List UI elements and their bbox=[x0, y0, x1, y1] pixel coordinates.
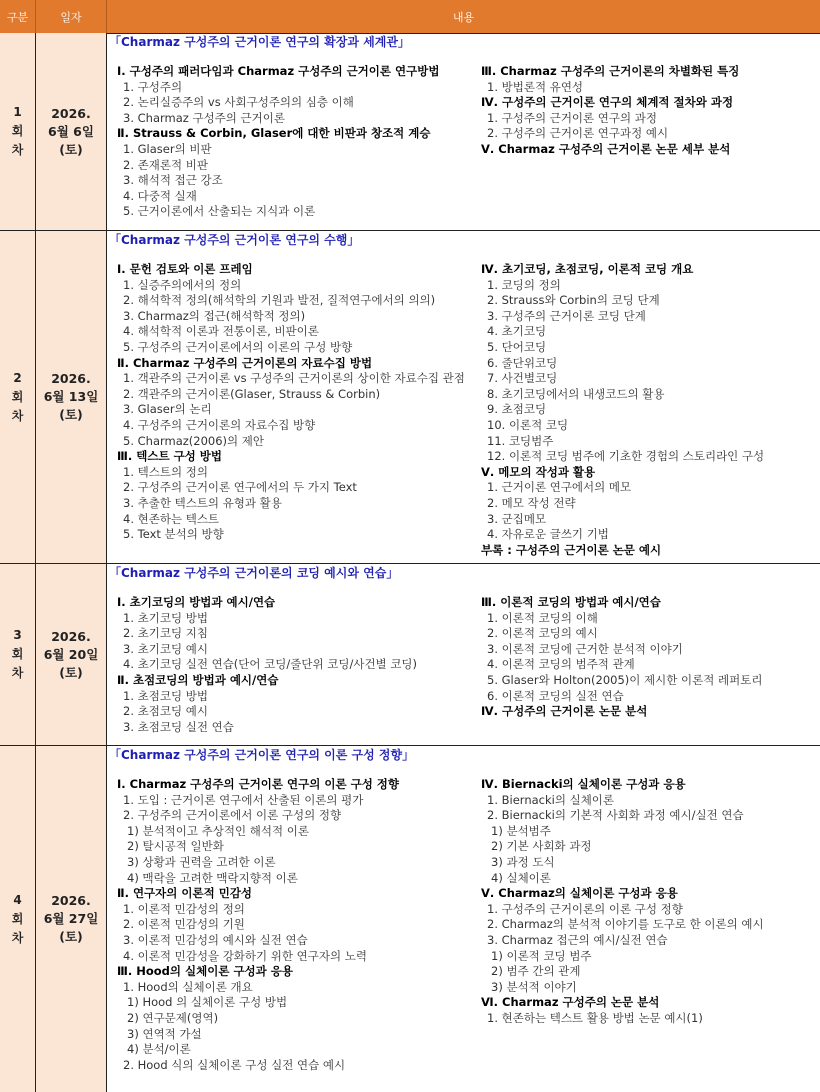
outline-section-heading: Ⅴ. 메모의 작성과 활용 bbox=[481, 464, 596, 479]
outline-section-heading: Ⅳ. 구성주의 근거이론 논문 분석 bbox=[481, 704, 648, 719]
session-number-cell bbox=[0, 746, 36, 1092]
outline-section-heading: Ⅱ. Charmaz 구성주의 근거이론의 자료수집 방법 bbox=[117, 355, 373, 370]
session-title: 「Charmaz 구성주의 근거이론 연구의 수행」 bbox=[109, 233, 360, 247]
outline-item: 6. 이론적 코딩의 실전 연습 bbox=[487, 688, 624, 703]
session-date: 2026. 6월 13일 (토) bbox=[43, 371, 99, 422]
outline-section-heading: Ⅲ. 텍스트 구성 방법 bbox=[117, 449, 223, 464]
outline-item: 4. 해석학적 이론과 전통이론, 비판이론 bbox=[123, 324, 319, 339]
outline-section-heading: Ⅱ. 연구자의 이론적 민감성 bbox=[117, 886, 253, 901]
outline-item: 12. 이론적 코딩 범주에 기초한 경험의 스토리라인 구성 bbox=[487, 449, 765, 464]
outline-item: 1. 초기코딩 방법 bbox=[123, 610, 208, 625]
table-row bbox=[0, 231, 820, 564]
session-number: 3회차 bbox=[11, 628, 24, 680]
outline-item: 1. 실증주의에서의 정의 bbox=[123, 277, 242, 292]
outline-subitem: 3) 상황과 권력을 고려한 이론 bbox=[127, 854, 276, 869]
outline-item: 1. Hood의 실체이론 개요 bbox=[123, 979, 253, 994]
outline-item: 3. 이론적 코딩에 근거한 분석적 이야기 bbox=[487, 641, 683, 656]
outline-subitem: 1) 분석적이고 추상적인 해석적 이론 bbox=[127, 823, 309, 838]
outline-subitem: 2) 탈시공적 일반화 bbox=[127, 839, 224, 854]
table-row bbox=[0, 33, 820, 231]
outline-subitem: 1) 이론적 코딩 범주 bbox=[491, 948, 592, 963]
outline-item: 2. Charmaz의 분석적 이야기를 도구로 한 이론의 예시 bbox=[487, 917, 764, 932]
outline-item: 3. 해석적 접근 강조 bbox=[123, 173, 223, 188]
outline-item: 1. Glaser의 비판 bbox=[123, 141, 212, 156]
outline-item: 3. 이론적 민감성의 예시와 실전 연습 bbox=[123, 932, 308, 947]
outline-item: 4. 초기코딩 실전 연습(단어 코딩/줄단위 코딩/사건별 코딩) bbox=[123, 657, 418, 672]
header-date: 일자 bbox=[36, 0, 107, 33]
outline-item: 5. Charmaz(2006)의 제안 bbox=[123, 433, 265, 448]
outline-column-left bbox=[117, 777, 482, 1073]
session-date: 2026. 6월 20일 (토) bbox=[43, 628, 99, 680]
outline-item: 2. 논리실증주의 vs 사회구성주의의 심층 이해 bbox=[123, 95, 354, 110]
outline-item: 4. 현존하는 텍스트 bbox=[123, 511, 220, 526]
outline-subitem: 2) 범주 간의 관계 bbox=[491, 964, 581, 979]
session-title: 「Charmaz 구성주의 근거이론 연구의 이론 구성 정향」 bbox=[109, 748, 415, 762]
outline-column-right bbox=[481, 262, 820, 558]
outline-item: 1. 이론적 코딩의 이해 bbox=[487, 610, 598, 625]
outline-subitem: 4) 실체이론 bbox=[491, 870, 551, 885]
outline-section-heading: Ⅳ. 구성주의 근거이론 연구의 체계적 절차와 과정 bbox=[481, 95, 734, 110]
outline-item: 5. Glaser와 Holton(2005)이 제시한 이론적 레퍼토리 bbox=[487, 672, 763, 687]
header-gubun: 구분 bbox=[0, 0, 36, 33]
outline-section-heading: Ⅱ. 초점코딩의 방법과 예시/연습 bbox=[117, 672, 279, 687]
outline-item: 4. 이론적 코딩의 범주적 관계 bbox=[487, 657, 635, 672]
outline-section-heading: 부록 : 구성주의 근거이론 논문 예시 bbox=[481, 542, 662, 557]
outline-item: 3. 초기코딩 예시 bbox=[123, 641, 208, 656]
outline-item: 2. 메모 작성 전략 bbox=[487, 495, 576, 510]
outline-item: 3. 군집메모 bbox=[487, 511, 547, 526]
outline-item: 2. 이론적 민감성의 기원 bbox=[123, 917, 245, 932]
outline-item: 1. 방법론적 유연성 bbox=[487, 79, 584, 94]
outline-item: 2. 해석학적 정의(해석학의 기원과 발전, 질적연구에서의 의의) bbox=[123, 293, 436, 308]
outline-item: 2. 구성주의 근거이론 연구과정 예시 bbox=[487, 126, 669, 141]
outline-section-heading: Ⅰ. 구성주의 패러다임과 Charmaz 구성주의 근거이론 연구방법 bbox=[117, 64, 440, 78]
outline-item: 4. 초기코딩 bbox=[487, 324, 547, 339]
outline-item: 3. 구성주의 근거이론 코딩 단계 bbox=[487, 308, 646, 323]
outline-item: 1. 텍스트의 정의 bbox=[123, 464, 208, 479]
session-number: 2회차 bbox=[11, 370, 24, 423]
outline-item: 2. 존재론적 비판 bbox=[123, 157, 208, 172]
outline-item: 1. 구성주의 근거이론 연구의 과정 bbox=[487, 110, 658, 125]
outline-item: 5. 구성주의 근거이론에서의 이론의 구성 방향 bbox=[123, 339, 353, 354]
session-date-cell bbox=[36, 231, 107, 563]
outline-section-heading: Ⅲ. Charmaz 구성주의 근거이론의 차별화된 특징 bbox=[481, 64, 740, 78]
outline-subitem: 1) Hood 의 실체이론 구성 방법 bbox=[127, 995, 288, 1010]
outline-item: 9. 초점코딩 bbox=[487, 402, 547, 417]
outline-item: 2. Hood 식의 실체이론 구성 실전 연습 예시 bbox=[123, 1057, 346, 1072]
outline-item: 3. Charmaz 구성주의 근거이론 bbox=[123, 110, 285, 125]
outline-item: 4. 구성주의 근거이론의 자료수집 방향 bbox=[123, 417, 316, 432]
outline-item: 3. 추출한 텍스트의 유형과 활용 bbox=[123, 495, 282, 510]
outline-item: 8. 초기코딩에서의 내생코드의 활용 bbox=[487, 386, 665, 401]
outline-section-heading: Ⅴ. Charmaz 구성주의 근거이론 논문 세부 분석 bbox=[481, 141, 731, 156]
outline-item: 1. 현존하는 텍스트 활용 방법 논문 예시(1) bbox=[487, 1010, 703, 1025]
outline-item: 5. 근거이론에서 산출되는 지식과 이론 bbox=[123, 204, 316, 219]
outline-subitem: 3) 분석적 이야기 bbox=[491, 979, 577, 994]
session-content-cell bbox=[107, 231, 820, 563]
outline-item: 11. 코딩범주 bbox=[487, 433, 554, 448]
outline-subitem: 3) 연역적 가설 bbox=[127, 1026, 202, 1041]
session-number-cell bbox=[0, 564, 36, 745]
outline-item: 2. 초점코딩 예시 bbox=[123, 704, 208, 719]
outline-item: 1. Biernacki의 실체이론 bbox=[487, 792, 615, 807]
outline-item: 3. Glaser의 논리 bbox=[123, 402, 212, 417]
outline-item: 1. 구성주의 bbox=[123, 79, 183, 94]
outline-subitem: 3) 과정 도식 bbox=[491, 854, 555, 869]
session-date-cell bbox=[36, 564, 107, 745]
outline-item: 2. 구성주의 근거이론에서 이론 구성의 정향 bbox=[123, 808, 342, 823]
outline-item: 7. 사건별코딩 bbox=[487, 371, 558, 386]
outline-section-heading: Ⅵ. Charmaz 구성주의 논문 분석 bbox=[481, 995, 660, 1010]
outline-subitem: 1) 분석범주 bbox=[491, 823, 551, 838]
outline-item: 4. 자유로운 글쓰기 기법 bbox=[487, 527, 609, 542]
outline-subitem: 4) 맥락을 고려한 맥락지향적 이론 bbox=[127, 870, 298, 885]
outline-item: 2. 객관주의 근거이론(Glaser, Strauss & Corbin) bbox=[123, 386, 381, 401]
outline-column-left bbox=[117, 262, 482, 543]
outline-subitem: 2) 기본 사회화 과정 bbox=[491, 839, 592, 854]
outline-item: 6. 줄단위코딩 bbox=[487, 355, 558, 370]
outline-item: 1. 객관주의 근거이론 vs 구성주의 근거이론의 상이한 자료수집 관점 bbox=[123, 371, 465, 386]
outline-section-heading: Ⅳ. Biernacki의 실체이론 구성과 응용 bbox=[481, 777, 686, 791]
outline-item: 2. Biernacki의 기본적 사회화 과정 예시/실전 연습 bbox=[487, 808, 744, 823]
outline-item: 4. 이론적 민감성을 강화하기 위한 연구자의 노력 bbox=[123, 948, 367, 963]
outline-section-heading: Ⅱ. Strauss & Corbin, Glaser에 대한 비판과 창조적 계승 bbox=[117, 126, 431, 141]
outline-column-right bbox=[481, 777, 820, 1027]
outline-item: 2. 이론적 코딩의 예시 bbox=[487, 626, 598, 641]
outline-item: 5. Text 분석의 방향 bbox=[123, 527, 224, 542]
session-date: 2026. 6월 27일 (토) bbox=[43, 893, 99, 944]
outline-item: 1. 초점코딩 방법 bbox=[123, 688, 208, 703]
outline-subitem: 4) 분석/이론 bbox=[127, 1042, 191, 1057]
outline-item: 2. Strauss와 Corbin의 코딩 단계 bbox=[487, 293, 660, 308]
session-number: 1회차 bbox=[11, 105, 24, 157]
session-content-cell bbox=[107, 746, 820, 1092]
outline-item: 4. 다중적 실재 bbox=[123, 188, 197, 203]
outline-item: 2. 초기코딩 지침 bbox=[123, 626, 208, 641]
session-title: 「Charmaz 구성주의 근거이론 연구의 확장과 세계관」 bbox=[109, 35, 410, 49]
outline-item: 3. Charmaz의 접근(해석학적 정의) bbox=[123, 308, 306, 323]
outline-item: 1. 이론적 민감성의 정의 bbox=[123, 901, 245, 916]
outline-item: 5. 단어코딩 bbox=[487, 339, 547, 354]
outline-item: 1. 구성주의 근거이론의 이론 구성 정향 bbox=[487, 901, 683, 916]
outline-column-left bbox=[117, 595, 482, 735]
outline-section-heading: Ⅰ. 초기코딩의 방법과 예시/연습 bbox=[117, 595, 276, 609]
outline-item: 1. 코딩의 정의 bbox=[487, 277, 561, 292]
outline-column-right bbox=[481, 64, 820, 158]
outline-section-heading: Ⅲ. Hood의 실체이론 구성과 응용 bbox=[117, 964, 294, 979]
outline-section-heading: Ⅰ. Charmaz 구성주의 근거이론 연구의 이론 구성 정향 bbox=[117, 777, 400, 791]
outline-item: 3. Charmaz 접근의 예시/실전 연습 bbox=[487, 932, 668, 947]
session-content-cell bbox=[107, 564, 820, 745]
outline-item: 10. 이론적 코딩 bbox=[487, 417, 569, 432]
outline-subitem: 2) 연구문제(영역) bbox=[127, 1010, 219, 1025]
outline-item: 3. 초점코딩 실전 연습 bbox=[123, 719, 234, 734]
outline-item: 1. 근거이론 연구에서의 메모 bbox=[487, 480, 632, 495]
outline-item: 2. 구성주의 근거이론 연구에서의 두 가지 Text bbox=[123, 480, 357, 495]
outline-column-left bbox=[117, 64, 482, 220]
header-content: 내용 bbox=[107, 0, 820, 33]
session-date: 2026. 6월 6일 (토) bbox=[48, 105, 94, 157]
table-row bbox=[0, 564, 820, 746]
outline-section-heading: Ⅰ. 문헌 검토와 이론 프레임 bbox=[117, 262, 253, 276]
session-date-cell bbox=[36, 746, 107, 1092]
table-row bbox=[0, 746, 820, 1092]
outline-section-heading: Ⅴ. Charmaz의 실체이론 구성과 응용 bbox=[481, 886, 678, 901]
session-content-cell bbox=[107, 33, 820, 230]
session-title: 「Charmaz 구성주의 근거이론의 코딩 예시와 연습」 bbox=[109, 566, 399, 580]
outline-section-heading: Ⅲ. 이론적 코딩의 방법과 예시/연습 bbox=[481, 595, 661, 609]
outline-item: 1. 도입 : 근거이론 연구에서 산출된 이론의 평가 bbox=[123, 792, 364, 807]
session-date-cell bbox=[36, 33, 107, 230]
outline-column-right bbox=[481, 595, 820, 720]
session-number-cell bbox=[0, 231, 36, 563]
session-number-cell bbox=[0, 33, 36, 230]
session-number: 4회차 bbox=[11, 892, 24, 945]
outline-section-heading: Ⅳ. 초기코딩, 초점코딩, 이론적 코딩 개요 bbox=[481, 262, 694, 276]
